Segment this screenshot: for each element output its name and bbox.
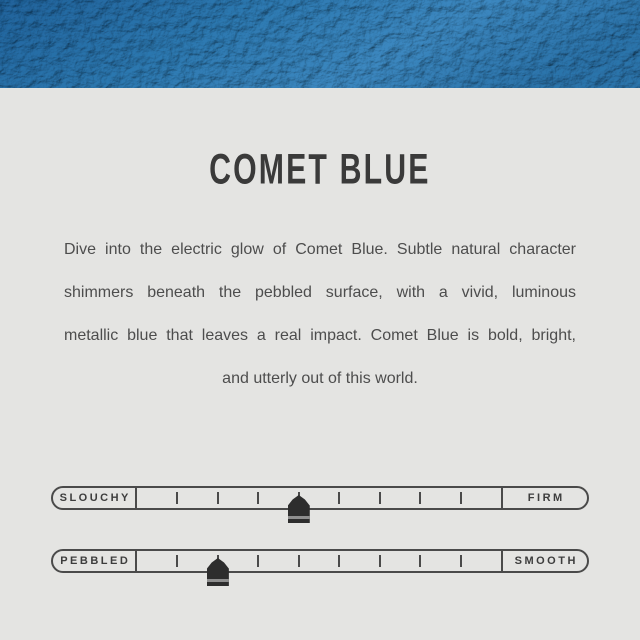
description-line: shimmers beneath the pebbled surface, with a vivid, luminous	[64, 284, 576, 301]
scale-tick	[379, 492, 381, 504]
product-description	[64, 228, 576, 400]
scale-tick	[338, 555, 340, 567]
scale-tick	[460, 492, 462, 504]
marker-stripe	[288, 516, 310, 519]
scale-tick	[419, 492, 421, 504]
leather-texture-graphic	[0, 0, 640, 88]
description-line: metallic blue that leaves a real impact. Comet Blue is bold, bright,	[64, 327, 576, 344]
scale-marker	[207, 558, 229, 586]
scale-tick	[298, 555, 300, 567]
title-row	[0, 145, 640, 195]
leather-swatch-image	[0, 0, 640, 88]
scale-track	[137, 551, 501, 571]
scale-right-label: FIRM	[501, 488, 587, 508]
scale-tick	[338, 492, 340, 504]
marker-stripe	[207, 579, 229, 582]
description-line: and utterly out of this world.	[222, 370, 418, 387]
scale-left-label: PEBBLED	[53, 551, 137, 571]
scale-tick	[460, 555, 462, 567]
product-name-title: COMET BLUE	[209, 144, 431, 193]
scale-left-label: SLOUCHY	[53, 488, 137, 508]
description-line: Dive into the electric glow of Comet Blue. Subtle natural character	[64, 241, 576, 258]
scale-tick	[419, 555, 421, 567]
scale-right-label: SMOOTH	[501, 551, 587, 571]
scale-tick	[176, 492, 178, 504]
scale-pebbled-smooth	[51, 549, 589, 573]
scale-tick	[176, 555, 178, 567]
scale-tick	[257, 492, 259, 504]
scale-marker	[288, 495, 310, 523]
scale-tick	[379, 555, 381, 567]
attribute-scales	[51, 486, 589, 573]
scale-tick	[257, 555, 259, 567]
scale-tick	[217, 492, 219, 504]
scale-track	[137, 488, 501, 508]
scale-slouchy-firm	[51, 486, 589, 510]
